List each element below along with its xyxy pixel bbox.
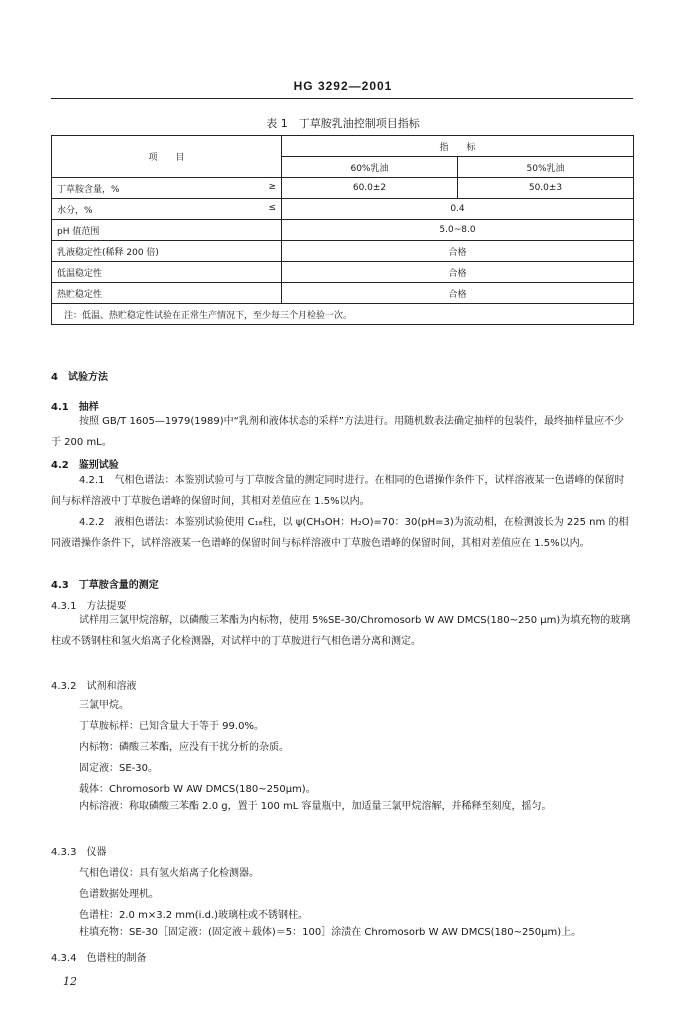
section-4-heading: 4 试验方法 [51,372,108,383]
row-unit: ≥ [268,181,276,192]
table-header-item: 项 目 [52,136,282,178]
spec-table [51,135,634,325]
table-header-50: 50%乳油 [458,157,634,178]
table-row [52,178,634,199]
instrument-item: 色谱数据处理机。 [79,889,159,900]
section-4-3-1-heading: 4.3.1 方法提要 [51,601,127,612]
section-4-2-heading: 4.2 鉴别试验 [51,460,119,471]
row-value: 0.4 [282,199,634,220]
row-item: 丁草胺含量，% [57,184,120,195]
column-packing-text: 柱填充物：SE-30［固定液：(固定液＋载体)＝5：100］涂渍在 Chromosorb W AW DMCS(180~250μm)上。 [79,927,582,938]
row-value: 5.0~8.0 [282,220,634,241]
row-item: 乳液稳定性(稀释 200 倍) [52,241,282,262]
reagent-item: 丁草胺标样：已知含量大于等于 99.0%。 [79,721,264,732]
internal-standard-text: 内标溶液：称取磷酸三苯酯 2.0 g，置于 100 mL 容量瓶中，加适量三氯甲烷溶解，并稀释至刻度，摇匀。 [79,801,552,812]
table-row [52,220,634,241]
section-4-3-1-text: 试样用三氯甲烷溶解，以磷酸三苯酯为内标物，使用 5%SE-30/Chromosorb W AW DMCS(180~250 μm)为填充物的玻璃柱或不锈钢柱和氢火焰离子化检测器，对试样中的丁草胺进行气相色谱分离和测定。 [51,615,631,647]
row-value: 合格 [282,283,634,304]
row-value: 合格 [282,262,634,283]
reagent-item: 载体：Chromosorb W AW DMCS(180~250μm)。 [79,784,316,795]
table-note: 注：低温、热贮稳定性试验在正常生产情况下，至少每三个月检验一次。 [52,304,634,325]
table-header-index: 指 标 [282,136,634,157]
table-caption: 表 1 丁草胺乳油控制项目指标 [266,117,420,130]
section-4-3-3-heading: 4.3.3 仪器 [51,847,107,858]
row-item: 低温稳定性 [52,262,282,283]
section-4-2-2-text: 4.2.2 液相色谱法：本鉴别试验使用 C₁₈柱，以 ψ(CH₃OH：H₂O)=70：30(pH=3)为流动相，在检测波长为 225 nm 的相同液谱操作条件下，试样溶液某一色谱峰的保留时间与标样溶液中丁草胺色谱峰的保留时间，其相对差值应在 1.5%以内。 [51,517,629,549]
section-4-3-heading: 4.3 丁草胺含量的测定 [51,580,159,591]
row-value-60: 60.0±2 [282,178,458,199]
section-4-1-heading: 4.1 抽样 [51,402,99,413]
reagent-item: 固定液：SE-30。 [79,763,158,774]
table-row [52,199,634,220]
table-row [52,241,634,262]
row-value-50: 50.0±3 [458,178,634,199]
instrument-item: 色谱柱：2.0 m×3.2 mm(i.d.)玻璃柱或不锈钢柱。 [79,910,309,921]
row-value: 合格 [282,241,634,262]
instrument-item: 气相色谱仪：具有氢火焰离子化检测器。 [79,868,259,879]
section-4-2-1-text: 4.2.1 气相色谱法：本鉴别试验可与丁草胺含量的测定同时进行。在相同的色谱操作条件下，试样溶液某一色谱峰的保留时间与标样溶液中丁草胺色谱峰的保留时间，其相对差值应在 1.5%以内。 [51,475,625,507]
section-4-3-4-heading: 4.3.4 色谱柱的制备 [51,953,147,964]
header-rule [51,98,633,99]
table-header-60: 60%乳油 [282,157,458,178]
row-unit: ≤ [268,202,276,213]
reagent-item: 三氯甲烷。 [79,700,129,711]
table-row [52,262,634,283]
reagent-item: 内标物：磷酸三苯酯，应没有干扰分析的杂质。 [79,742,289,753]
table-row [52,283,634,304]
section-4-3-2-heading: 4.3.2 试剂和溶液 [51,681,137,692]
section-4-1-text: 按照 GB/T 1605—1979(1989)中“乳剂和液体状态的采样”方法进行。用随机数表法确定抽样的包装件，最终抽样量应不少于 200 mL。 [51,416,624,448]
row-item: pH 值范围 [52,220,282,241]
standard-header: HG 3292—2001 [293,79,393,93]
row-item: 水分，% [57,205,93,216]
page-number: 12 [63,975,77,988]
row-item: 热贮稳定性 [52,283,282,304]
